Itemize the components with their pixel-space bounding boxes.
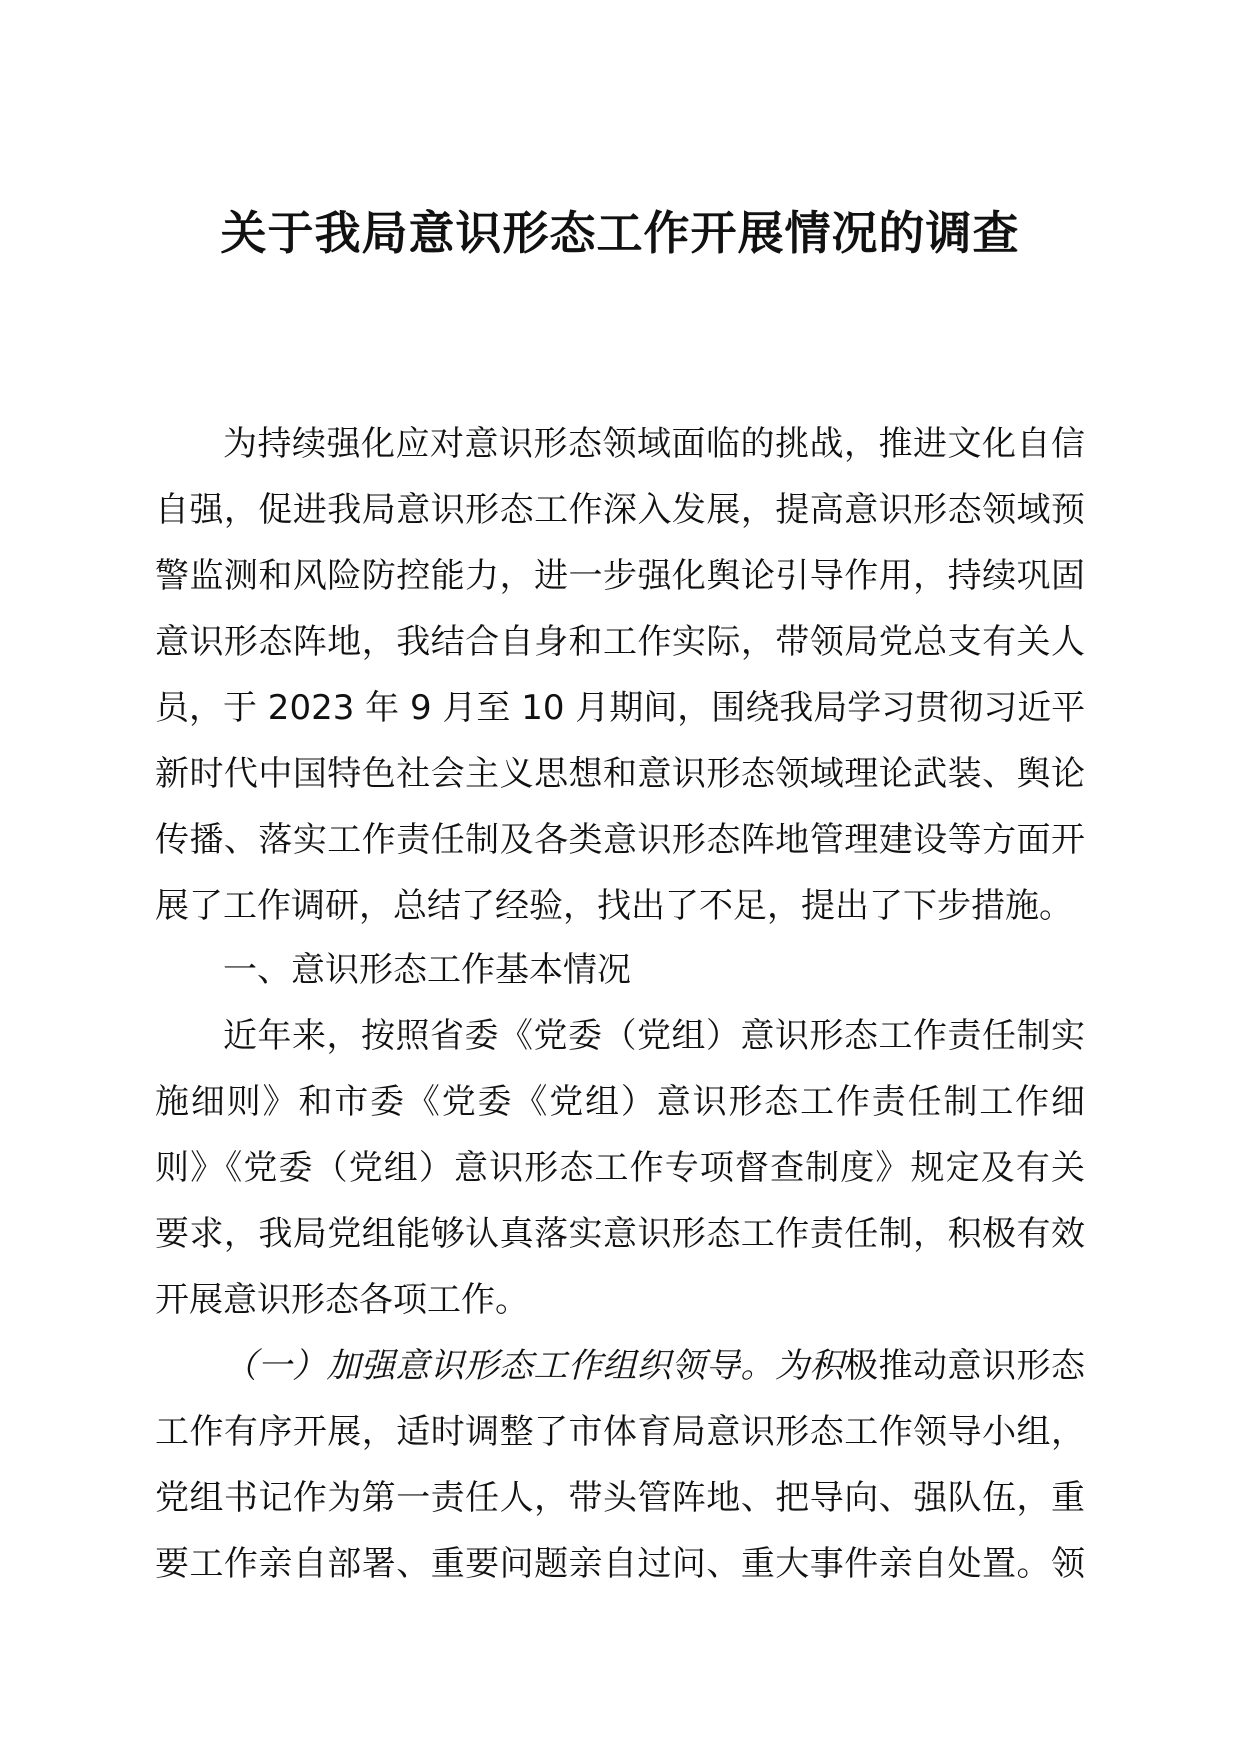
paragraph-line: 新时代中国特色社会主义思想和意识形态领域理论武装、舆论 [155, 754, 1085, 794]
section-heading [155, 937, 1085, 1003]
paragraph-intro [155, 411, 1085, 939]
subheading-lead-rest: 极推动意识形态 [844, 1346, 1085, 1386]
paragraph-line: 要工作亲自部署、重要问题亲自过问、重大事件亲自处置。领 [155, 1544, 1085, 1584]
paragraph-line: 要求，我局党组能够认真落实意识形态工作责任制，积极有效 [155, 1214, 1085, 1254]
paragraph-line: 则》《党委（党组）意识形态工作专项督查制度》规定及有关 [155, 1148, 1085, 1188]
paragraph-line: 工作有序开展，适时调整了市体育局意识形态工作领导小组， [155, 1412, 1085, 1452]
paragraph-line: 警监测和风险防控能力，进一步强化舆论引导作用，持续巩固 [155, 556, 1085, 596]
paragraph-line: 近年来，按照省委《党委（党组）意识形态工作责任制实 [223, 1016, 1085, 1056]
paragraph-line: 展了工作调研，总结了经验，找出了不足，提出了下步措施。 [155, 886, 1073, 926]
heading-text: 一、意识形态工作基本情况 [223, 950, 631, 990]
paragraph-line: 党组书记作为第一责任人，带头管阵地、把导向、强队伍，重 [155, 1478, 1085, 1518]
paragraph-line: 开展意识形态各项工作。 [155, 1280, 529, 1320]
subheading-lead: （一）加强意识形态工作组织领导。为积 [223, 1346, 844, 1386]
paragraph-line: 自强，促进我局意识形态工作深入发展，提高意识形态领域预 [155, 490, 1085, 530]
paragraph-line: 传播、落实工作责任制及各类意识形态阵地管理建设等方面开 [155, 820, 1085, 860]
paragraph-line: 施细则》和市委《党委《党组）意识形态工作责任制工作细 [155, 1082, 1085, 1122]
paragraph-line: 员，于 2023 年 9 月至 10 月期间，围绕我局学习贯彻习近平 [155, 688, 1086, 728]
paragraph-leadership [155, 1333, 1085, 1597]
document-title: 关于我局意识形态工作开展情况的调查 [220, 206, 1020, 260]
paragraph-overview [155, 1003, 1085, 1333]
paragraph-first-line [155, 1333, 1085, 1399]
paragraph-line: 意识形态阵地，我结合自身和工作实际，带领局党总支有关人 [155, 622, 1085, 662]
paragraph-line: 为持续强化应对意识形态领域面临的挑战，推进文化自信 [223, 424, 1085, 464]
